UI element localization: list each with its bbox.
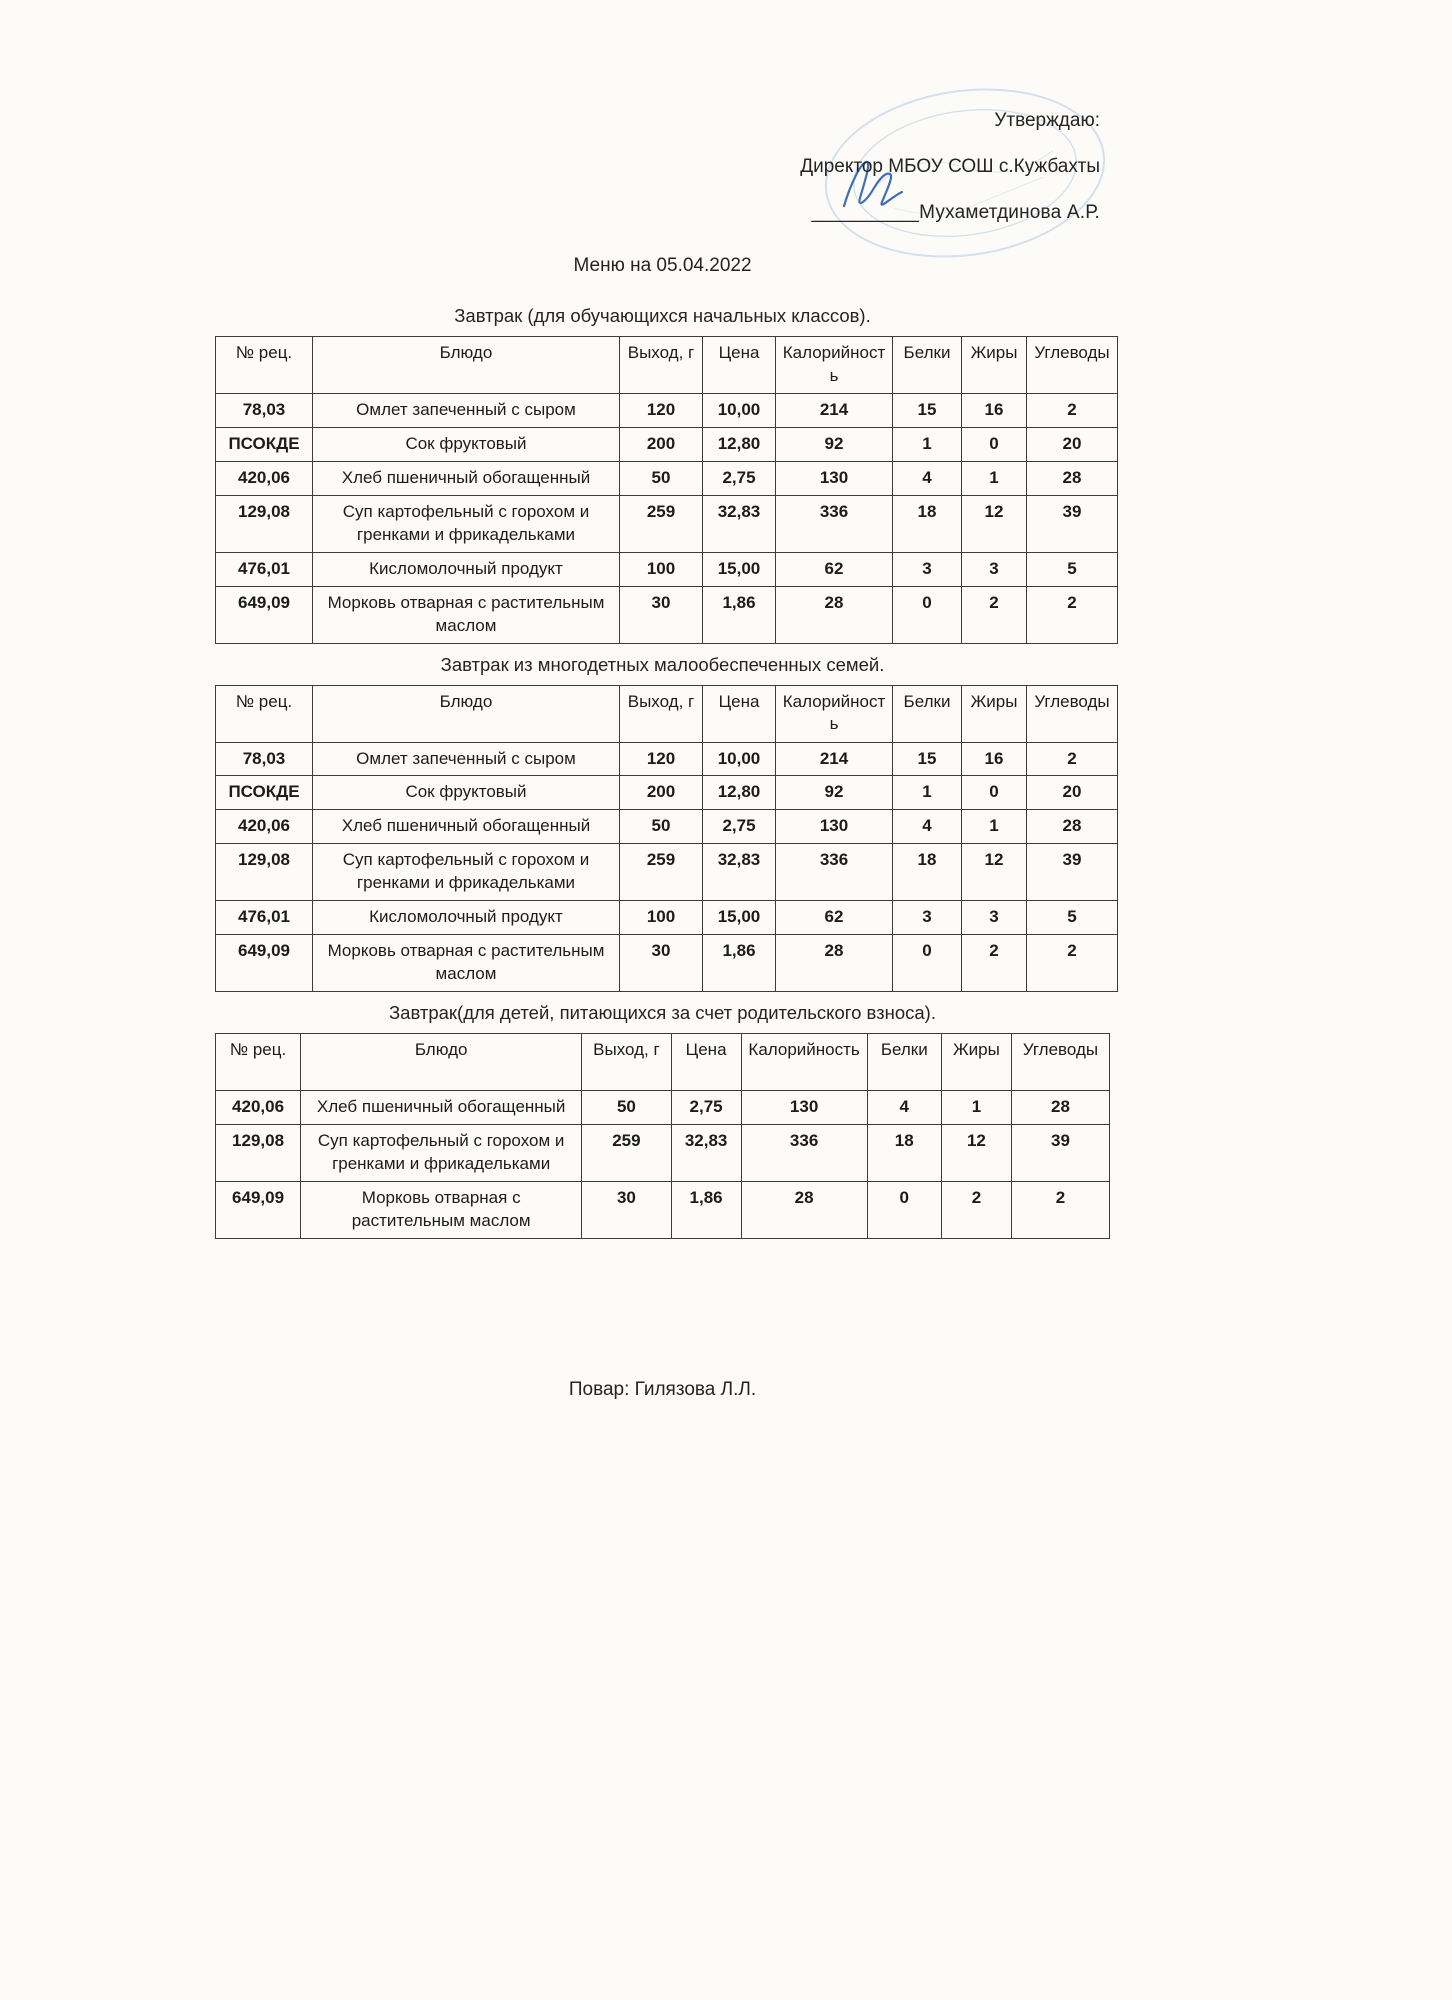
table-cell: 28 <box>741 1181 867 1238</box>
table-cell: 1,86 <box>703 935 776 992</box>
table-cell: 130 <box>776 810 893 844</box>
table-row <box>216 394 1118 428</box>
column-header: Калорийность <box>776 685 893 742</box>
menu-section-parent-paid <box>215 1002 1110 1239</box>
table-cell: 30 <box>620 935 703 992</box>
column-header: Калорийность <box>741 1034 867 1091</box>
table-cell: 50 <box>620 810 703 844</box>
table-cell: 259 <box>620 844 703 901</box>
table-cell: 2 <box>962 935 1027 992</box>
document-content <box>215 255 1110 1401</box>
table-cell: 30 <box>620 586 703 643</box>
table-cell: 12 <box>962 844 1027 901</box>
table-cell: 15,00 <box>703 552 776 586</box>
column-header: Цена <box>703 337 776 394</box>
table-cell: 2 <box>1027 394 1118 428</box>
table-cell: 129,08 <box>216 844 313 901</box>
approve-label: Утверждаю: <box>994 110 1100 131</box>
table-cell: 28 <box>1011 1091 1109 1125</box>
column-header: Белки <box>893 337 962 394</box>
table-row <box>216 495 1118 552</box>
table-cell: 420,06 <box>216 1091 301 1125</box>
director-line: Директор МБОУ СОШ с.Кужбахты <box>800 156 1100 177</box>
table-cell: 0 <box>962 776 1027 810</box>
table-cell: 18 <box>893 844 962 901</box>
table-cell: 2 <box>1011 1181 1109 1238</box>
table-cell: Суп картофельный с горохом и гренками и фрикадельками <box>301 1124 582 1181</box>
table-row <box>216 427 1118 461</box>
table-cell: 92 <box>776 776 893 810</box>
table-cell: 92 <box>776 427 893 461</box>
column-header: Выход, г <box>582 1034 671 1091</box>
column-header: Калорийность <box>776 337 893 394</box>
table-cell: 4 <box>893 810 962 844</box>
table-row <box>216 552 1118 586</box>
document-title: Меню на 05.04.2022 <box>573 255 752 276</box>
table-row <box>216 461 1118 495</box>
table-cell: 120 <box>620 394 703 428</box>
table-cell: 1 <box>893 776 962 810</box>
table-row <box>216 935 1118 992</box>
table-cell: 1 <box>941 1091 1011 1125</box>
table-row <box>216 1124 1110 1181</box>
table-cell: 3 <box>893 901 962 935</box>
table-cell: 2,75 <box>671 1091 741 1125</box>
table-cell: 62 <box>776 901 893 935</box>
column-header: Блюдо <box>313 685 620 742</box>
table-cell: 18 <box>867 1124 941 1181</box>
table-cell: Сок фруктовый <box>313 776 620 810</box>
signature-line: __________Мухаметдинова А.Р. <box>811 202 1100 223</box>
table-cell: 28 <box>1027 810 1118 844</box>
table-cell: 1 <box>962 461 1027 495</box>
table-cell: Суп картофельный с горохом и гренками и фрикадельками <box>313 495 620 552</box>
section-caption: Завтрак(для детей, питающихся за счет родительского взноса). <box>389 1002 936 1023</box>
table-cell: 32,83 <box>671 1124 741 1181</box>
table-cell: 130 <box>741 1091 867 1125</box>
table-cell: 18 <box>893 495 962 552</box>
table-cell: 16 <box>962 742 1027 776</box>
column-header: № рец. <box>216 1034 301 1091</box>
table-cell: 2 <box>941 1181 1011 1238</box>
table-cell: 200 <box>620 776 703 810</box>
table-cell: 259 <box>620 495 703 552</box>
table-cell: 3 <box>962 552 1027 586</box>
table-cell: 20 <box>1027 427 1118 461</box>
table-cell: Хлеб пшеничный обогащенный <box>313 810 620 844</box>
table-cell: 50 <box>620 461 703 495</box>
table-cell: 3 <box>962 901 1027 935</box>
table-cell: 649,09 <box>216 586 313 643</box>
table-cell: 30 <box>582 1181 671 1238</box>
column-header: № рец. <box>216 685 313 742</box>
table-cell: 32,83 <box>703 495 776 552</box>
table-row <box>216 776 1118 810</box>
column-header: Жиры <box>962 337 1027 394</box>
table-cell: 12 <box>962 495 1027 552</box>
table-row <box>216 901 1118 935</box>
table-cell: 15,00 <box>703 901 776 935</box>
table-cell: 28 <box>776 586 893 643</box>
column-header: Выход, г <box>620 685 703 742</box>
table-cell: 2 <box>1027 586 1118 643</box>
table-cell: 28 <box>776 935 893 992</box>
table-cell: 420,06 <box>216 461 313 495</box>
table-cell: 2 <box>1027 742 1118 776</box>
table-cell: 28 <box>1027 461 1118 495</box>
column-header: Углеводы <box>1011 1034 1109 1091</box>
table-cell: 129,08 <box>216 495 313 552</box>
table-cell: 2,75 <box>703 461 776 495</box>
menu-table <box>215 685 1118 993</box>
table-cell: 2 <box>1027 935 1118 992</box>
cook-line: Повар: Гилязова Л.Л. <box>568 1378 757 1400</box>
table-cell: Морковь отварная с растительным маслом <box>313 935 620 992</box>
table-cell: 78,03 <box>216 742 313 776</box>
table-cell: ПСОКДЕ <box>216 427 313 461</box>
menu-table <box>215 1033 1110 1239</box>
table-row <box>216 844 1118 901</box>
table-cell: 336 <box>741 1124 867 1181</box>
table-cell: 649,09 <box>216 1181 301 1238</box>
table-cell: 100 <box>620 552 703 586</box>
table-cell: 5 <box>1027 552 1118 586</box>
table-cell: ПСОКДЕ <box>216 776 313 810</box>
table-cell: Омлет запеченный с сыром <box>313 742 620 776</box>
table-cell: 5 <box>1027 901 1118 935</box>
table-cell: 62 <box>776 552 893 586</box>
column-header: Углеводы <box>1027 685 1118 742</box>
table-cell: Омлет запеченный с сыром <box>313 394 620 428</box>
table-cell: 12 <box>941 1124 1011 1181</box>
table-cell: 200 <box>620 427 703 461</box>
table-cell: 4 <box>867 1091 941 1125</box>
section-caption: Завтрак из многодетных малообеспеченных семей. <box>440 653 885 675</box>
table-row <box>216 1181 1110 1238</box>
header-row <box>216 1034 1110 1091</box>
table-cell: 214 <box>776 742 893 776</box>
column-header: Жиры <box>941 1034 1011 1091</box>
table-cell: 0 <box>962 427 1027 461</box>
table-cell: 50 <box>582 1091 671 1125</box>
table-cell: 10,00 <box>703 394 776 428</box>
table-row <box>216 586 1118 643</box>
table-cell: 2,75 <box>703 810 776 844</box>
table-cell: 20 <box>1027 776 1118 810</box>
table-cell: 129,08 <box>216 1124 301 1181</box>
table-cell: 10,00 <box>703 742 776 776</box>
table-cell: 3 <box>893 552 962 586</box>
table-cell: 0 <box>893 586 962 643</box>
column-header: Цена <box>703 685 776 742</box>
table-row <box>216 1091 1110 1125</box>
table-cell: 16 <box>962 394 1027 428</box>
table-cell: Хлеб пшеничный обогащенный <box>301 1091 582 1125</box>
column-header: Блюдо <box>301 1034 582 1091</box>
table-cell: 12,80 <box>703 776 776 810</box>
table-cell: 39 <box>1011 1124 1109 1181</box>
table-cell: 15 <box>893 742 962 776</box>
table-cell: 1,86 <box>671 1181 741 1238</box>
table-cell: 2 <box>962 586 1027 643</box>
table-cell: 78,03 <box>216 394 313 428</box>
column-header: Блюдо <box>313 337 620 394</box>
table-cell: Хлеб пшеничный обогащенный <box>313 461 620 495</box>
table-cell: Кисломолочный продукт <box>313 552 620 586</box>
table-cell: 100 <box>620 901 703 935</box>
table-cell: 259 <box>582 1124 671 1181</box>
table-cell: 0 <box>867 1181 941 1238</box>
table-cell: 420,06 <box>216 810 313 844</box>
column-header: № рец. <box>216 337 313 394</box>
table-row <box>216 810 1118 844</box>
table-cell: 476,01 <box>216 552 313 586</box>
table-cell: 1 <box>893 427 962 461</box>
table-cell: Морковь отварная с растительным маслом <box>313 586 620 643</box>
column-header: Белки <box>893 685 962 742</box>
table-cell: 0 <box>893 935 962 992</box>
table-cell: 1 <box>962 810 1027 844</box>
menu-section-large-families <box>215 654 1110 993</box>
table-cell: 120 <box>620 742 703 776</box>
table-cell: 476,01 <box>216 901 313 935</box>
table-cell: 39 <box>1027 495 1118 552</box>
table-cell: 39 <box>1027 844 1118 901</box>
table-cell: 130 <box>776 461 893 495</box>
table-row <box>216 742 1118 776</box>
table-cell: 12,80 <box>703 427 776 461</box>
header-row <box>216 337 1118 394</box>
table-cell: Суп картофельный с горохом и гренками и фрикадельками <box>313 844 620 901</box>
section-caption: Завтрак (для обучающихся начальных классов). <box>454 305 871 326</box>
column-header: Жиры <box>962 685 1027 742</box>
table-cell: 336 <box>776 495 893 552</box>
column-header: Белки <box>867 1034 941 1091</box>
approval-block <box>800 98 1100 236</box>
menu-section-primary-classes <box>215 305 1110 644</box>
table-cell: Кисломолочный продукт <box>313 901 620 935</box>
menu-table <box>215 336 1118 644</box>
table-cell: 214 <box>776 394 893 428</box>
table-cell: 336 <box>776 844 893 901</box>
table-cell: Сок фруктовый <box>313 427 620 461</box>
table-cell: Морковь отварная с растительным маслом <box>301 1181 582 1238</box>
column-header: Углеводы <box>1027 337 1118 394</box>
table-cell: 649,09 <box>216 935 313 992</box>
column-header: Выход, г <box>620 337 703 394</box>
header-row <box>216 685 1118 742</box>
column-header: Цена <box>671 1034 741 1091</box>
table-cell: 4 <box>893 461 962 495</box>
table-cell: 1,86 <box>703 586 776 643</box>
table-cell: 15 <box>893 394 962 428</box>
table-cell: 32,83 <box>703 844 776 901</box>
